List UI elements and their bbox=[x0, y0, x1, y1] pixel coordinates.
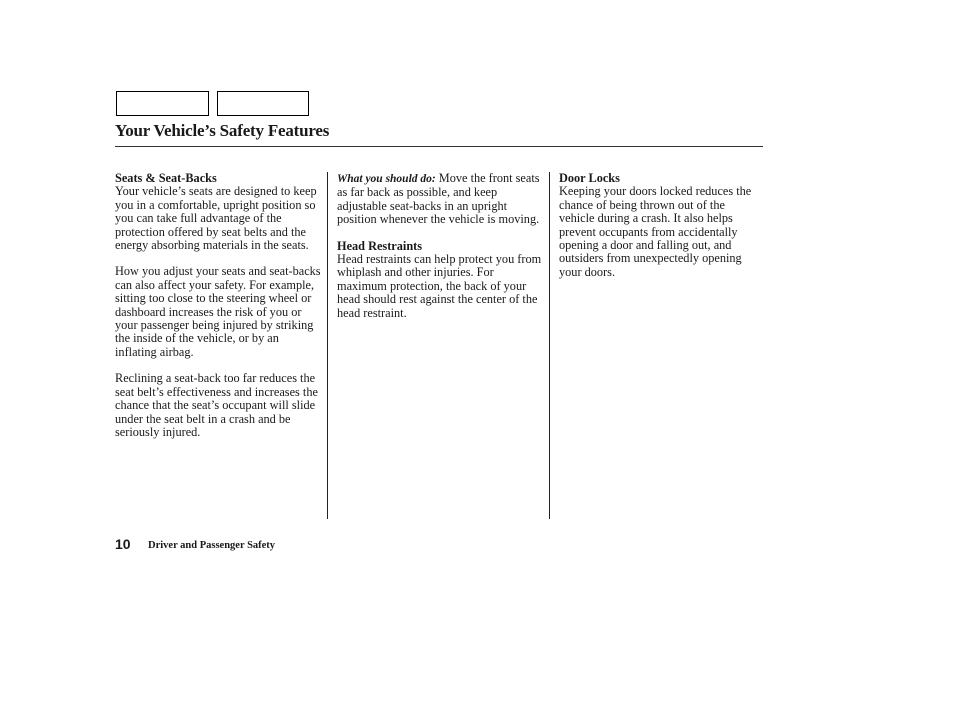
head-restraints-text: Head restraints can help protect you from whiplash and other injuries. For maximum protection, the back of your head should rest against the center of the head restraint. bbox=[337, 252, 542, 320]
column-what-to-do bbox=[337, 172, 544, 333]
what-to-do-text: Move the front seats as far back as possible, and keep adjustable seat-backs in an upright position whenever the vehicle is moving. bbox=[337, 171, 540, 227]
column-divider-1 bbox=[327, 172, 328, 519]
seats-heading: Seats & Seat-Backs bbox=[115, 171, 217, 185]
seats-paragraph-3: Reclining a seat-back too far reduces the seat belt’s effectiveness and increases the chance that the seat’s occupant will slide under the seat belt in a crash and be seriously injured. bbox=[115, 371, 318, 439]
what-to-do-lead: What you should do: bbox=[337, 173, 436, 185]
header-tab-box-2 bbox=[217, 91, 309, 116]
section-footer: Driver and Passenger Safety bbox=[148, 540, 276, 551]
door-locks-heading: Door Locks bbox=[559, 171, 620, 185]
head-restraints-heading: Head Restraints bbox=[337, 238, 423, 253]
column-door-locks bbox=[559, 172, 759, 292]
title-rule bbox=[115, 146, 763, 147]
door-locks-text: Keeping your doors locked reduces the chance of being thrown out of the vehicle during a crash. It also helps prevent occupants from accidentally opening a door and falling out, and outsiders from unexpectedly opening your doors. bbox=[559, 184, 752, 279]
seats-paragraph-1: Your vehicle’s seats are designed to keep you in a comfortable, upright position so you can take full advantage of the protection offered by seat belts and the energy absorbing materials in the seats. bbox=[115, 184, 317, 253]
column-seats bbox=[115, 172, 322, 452]
column-divider-2 bbox=[549, 172, 550, 519]
page-title: Your Vehicle’s Safety Features bbox=[115, 121, 330, 140]
seats-paragraph-2: How you adjust your seats and seat-backs can also affect your safety. For example, sitting too close to the steering wheel or dashboard increases the risk of you or your passenger being injured by striking the inside of the vehicle, or by an inflating airbag. bbox=[115, 264, 321, 359]
page-number: 10 bbox=[115, 536, 131, 552]
header-tab-box-1 bbox=[116, 91, 209, 116]
what-to-do-paragraph bbox=[337, 172, 544, 227]
